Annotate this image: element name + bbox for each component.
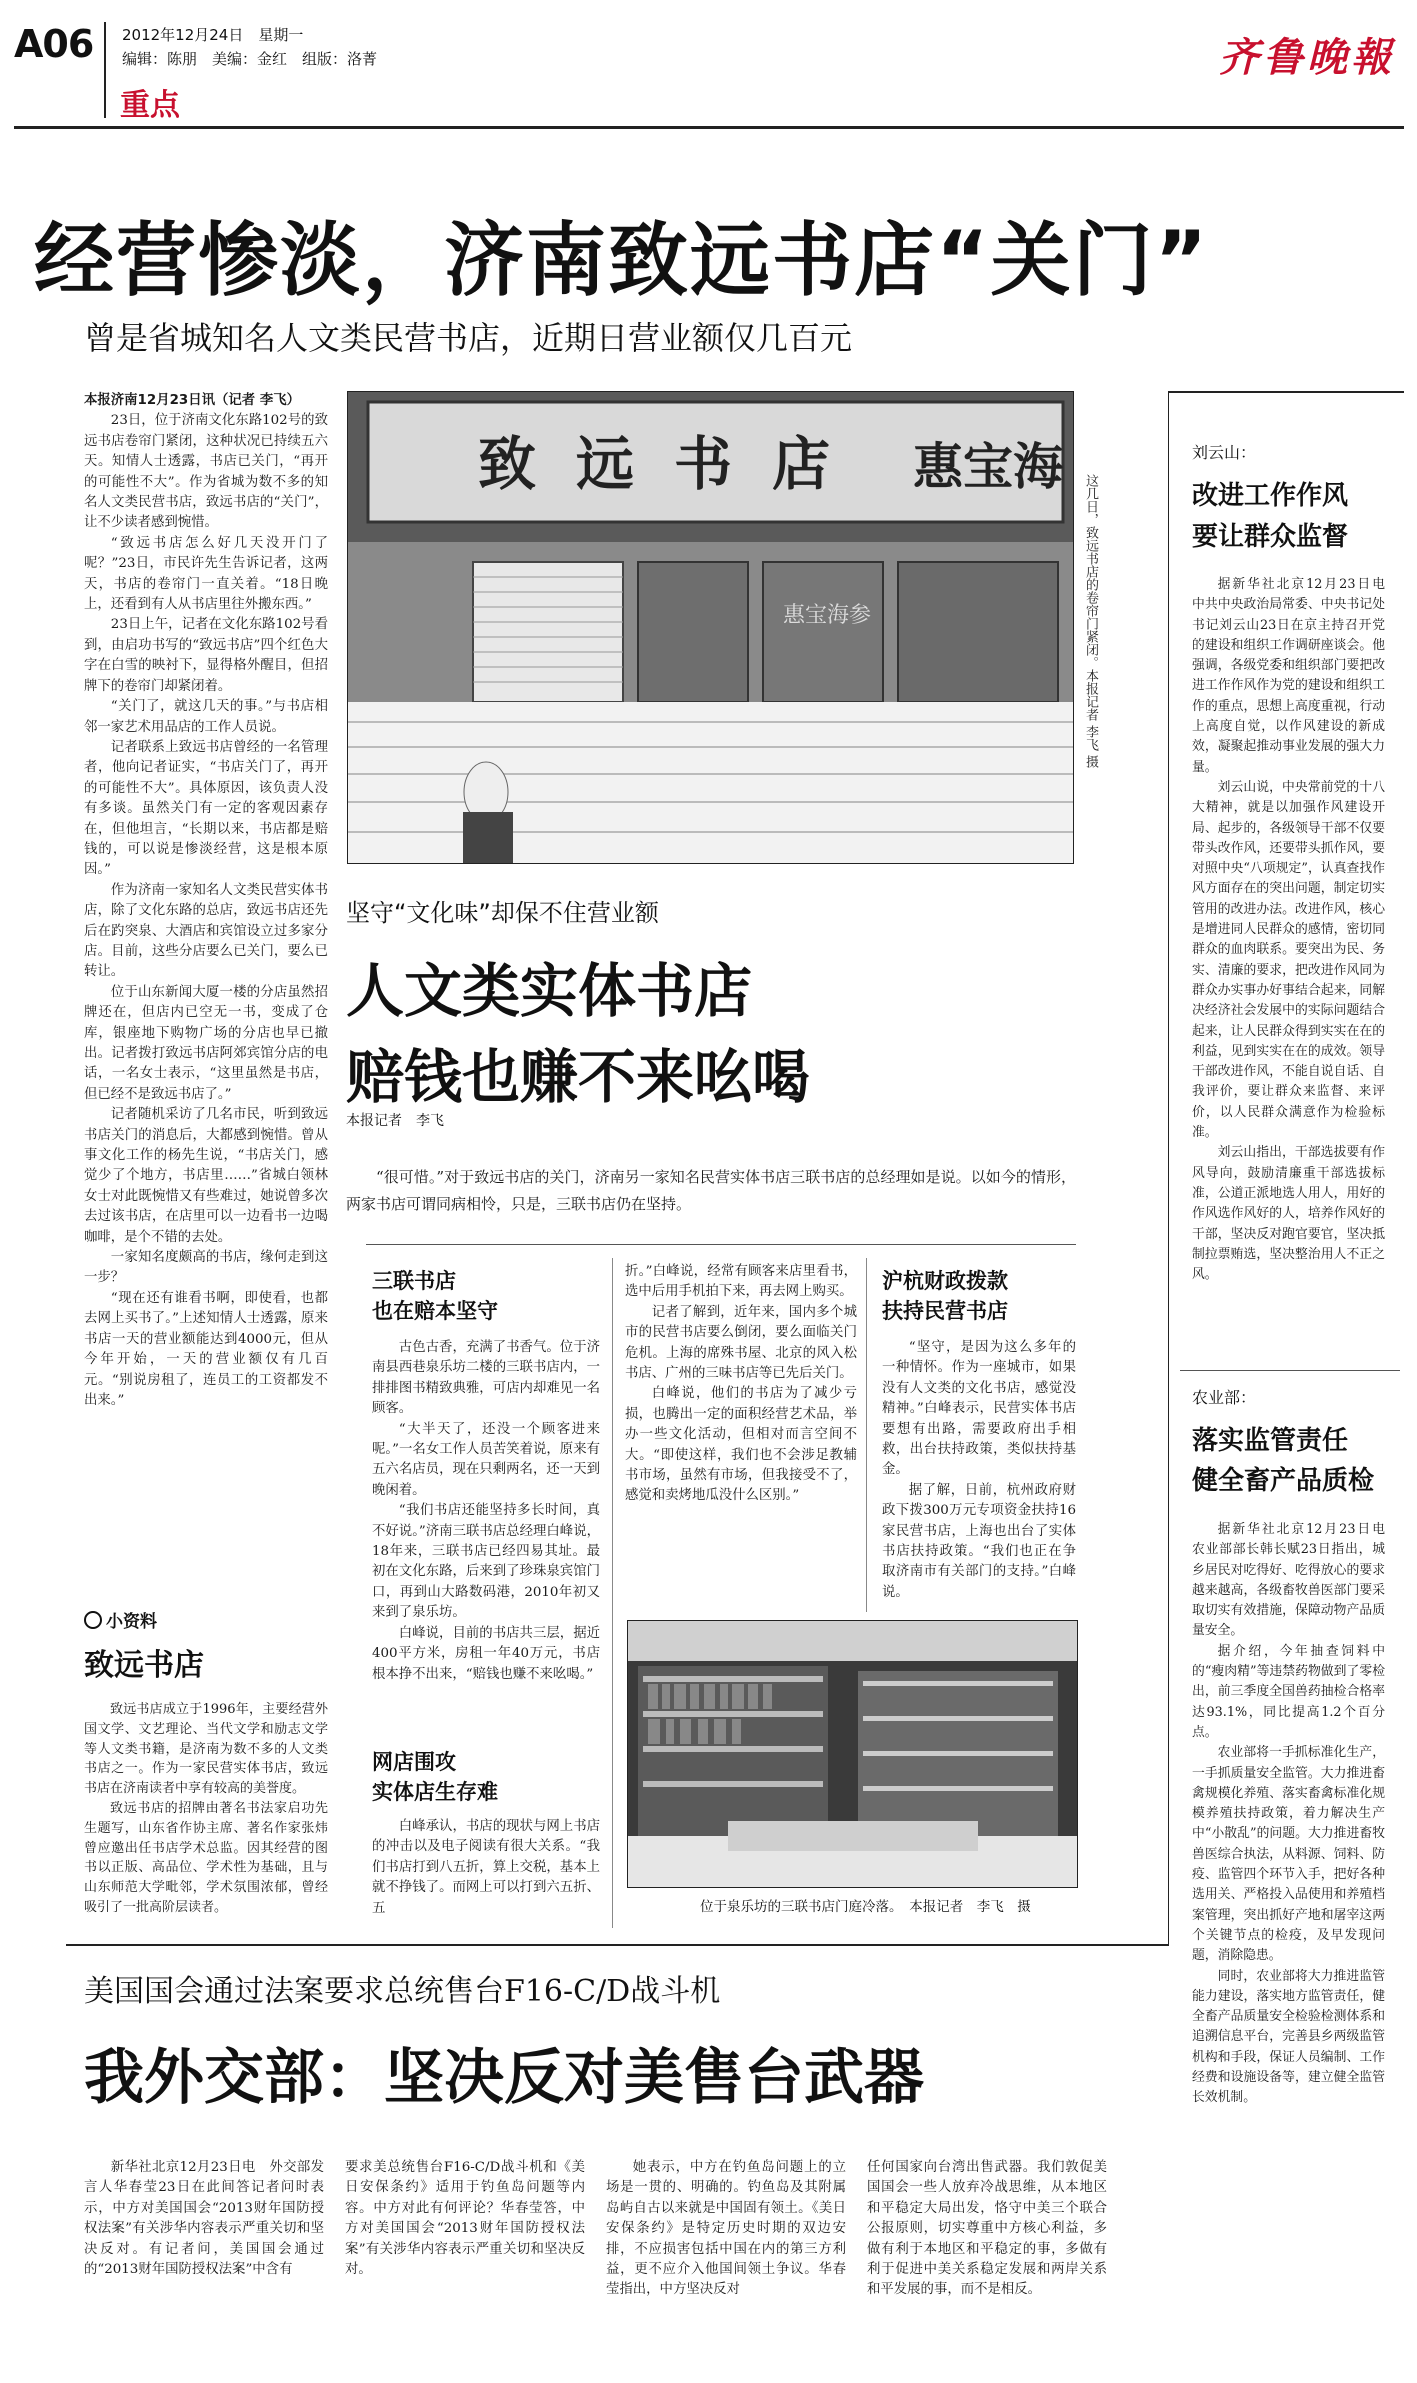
right-col-border xyxy=(1168,391,1169,1946)
lead-dateline: 本报济南12月23日讯（记者 李飞） xyxy=(84,393,301,408)
info-tag-icon xyxy=(84,1611,102,1629)
lead-body-column xyxy=(84,391,328,1596)
feature-paragraph: 据了解，日前，杭州政府财政下拨300万元专项资金扶持16家民营书店，上海也出台了实体书店扶持政策。“我们也正在争取济南市有关部门的支持。”白峰说。 xyxy=(882,1482,1076,1600)
lead-paragraph: 位于山东新闻大厦一楼的分店虽然招牌还在，但店内已空无一书，变成了仓库，银座地下购物广场的分店也早已撤出。记者拨打致远书店阿郊宾馆分店的电话，一名女士表示，“这里虽然是书店，但已经不是致远书店了。” xyxy=(84,984,328,1102)
lead-paragraph: 23日上午，记者在文化东路102号看到，由启功书写的“致远书店”四个红色大字在白雪的映衬下，显得格外醒目，但招牌下的卷帘门却紧闭着。 xyxy=(84,617,328,694)
feature-headline-line1: 人文类实体书店 xyxy=(346,957,753,1025)
feature-col2 xyxy=(625,1262,857,1616)
story1-title-line2: 要让群众监督 xyxy=(1192,522,1349,552)
date-line: 2012年12月24日 星期一 xyxy=(122,26,304,44)
info-tag: 小资料 xyxy=(84,1607,157,1632)
bookshelves-illustration xyxy=(628,1621,1077,1887)
feature-kicker: 坚守“文化味”却保不住营业额 xyxy=(346,899,659,927)
story1-label: 刘云山： xyxy=(1192,443,1257,462)
right-col-mid-rule xyxy=(1180,1370,1400,1371)
info-paragraph: 致远书店的招牌由著名书法家启功先生题写，山东省作协主席、著名作家张炜曾应邀出任书店学术总监。因其经营的图书以正版、高品位、学术性为基础，且与山东师范大学毗邻，学术氛围浓郁，曾经吸引了一批高阶层读者。 xyxy=(84,1800,328,1915)
store-sign-extra: 惠宝海 xyxy=(913,437,1063,496)
lead-paragraph: “现在还有谁看书啊，即使看，也都去网上买书了。”上述知情人士透露，原来书店一天的营业额能达到4000元，但从今年开始，一天的营业额仅有几百元。“别说房租了，连员工的工资都发不出来。” xyxy=(84,1290,328,1408)
feature-paragraph: 白峰承认，书店的现状与网上书店的冲击以及电子阅读有很大关系。“我们书店打到八五折，算上交税，基本上就不挣钱了。而网上可以打到六五折、五 xyxy=(372,1819,600,1916)
lead-subheadline: 曾是省城知名人文类民营书店，近期日营业额仅几百元 xyxy=(84,319,853,357)
story2-paragraph: 同时，农业部将大力推进监管能力建设，落实地方监管责任，健全畜产品质量安全检验检测体系和追溯信息平台，完善县乡两级监管机构和手段，保证人员编制、工作经费和设施设备等，建立健全监管长效机制。 xyxy=(1192,1968,1385,2106)
bottom-col1: 新华社北京12月23日电 外交部发言人华春莹23日在此间答记者问时表示，中方对美国国会“2013财年国防授权法案”有关涉华内容表示严重关切和坚决反对。有记者问，美国国会通过的“2013财年国防授权法案”中含有 xyxy=(84,2160,324,2278)
lead-paragraph: 记者联系上致远书店曾经的一名管理者，他向记者证实，“书店关门了，再开的可能性不大”。具体原因，该负责人没有多谈。虽然关门有一定的客观因素存在，但他坦言，“长期以来，书店都是赔钱的，可以说是惨淡经营，这是根本原因。” xyxy=(84,739,328,878)
story1-paragraph: 刘云山指出，干部选拔要有作风导向，鼓励清廉重干部选拔标准，公道正派地选人用人，用好的作风选作风好的人，培养作风好的干部，坚决反对跑官要官，坚决抵制拉票贿选，坚决整治用人不正之风。 xyxy=(1192,1145,1385,1283)
story2-paragraph: 农业部将一手抓标准化生产，一手抓质量安全监管。大力推进畜禽规模化养殖、落实畜禽标准化规模养殖扶持政策，着力解决生产中“小散乱”的问题。大力推进畜牧兽医综合执法，从料源、饲料、防疫、监管四个环节入手，把好各种选用关、严格投入品使用和养殖档案管理，突出抓好产地和屠宰这两个关键节点的检疫，及早发现问题，消除隐患。 xyxy=(1192,1745,1385,1964)
story1-body xyxy=(1192,575,1398,1365)
paper-name-logo: 齐鲁晚報 xyxy=(1219,34,1395,81)
header-divider xyxy=(104,22,106,118)
subhead-online: 网店围攻 实体店生存难 xyxy=(372,1750,498,1804)
bookstore-front-photo xyxy=(347,391,1074,864)
story2-label: 农业部： xyxy=(1192,1388,1257,1407)
lead-headline: 经营惨淡，济南致远书店“关门” xyxy=(34,214,1210,307)
bottom-kicker: 美国国会通过法案要求总统售台F16-C/D战斗机 xyxy=(84,1974,721,2009)
feature-paragraph: 白峰说，他们的书店为了减少亏损，也腾出一定的面积经营艺术品，举办一些文化活动，但相对而言空间不大。“即使这样，我们也不会涉足教辅书市场，虽然有市场，但我接受不了，感觉和卖烤地瓜没什么区别。” xyxy=(625,1386,857,1504)
feature-paragraph: “大半天了，还没一个顾客进来呢。”一名女工作人员苦笑着说，原来有五六名店员，现在只剩两名，还一天到晚闲着。 xyxy=(372,1421,600,1498)
door-sign-text: 惠宝海参 xyxy=(783,603,872,628)
feature-paragraph: 白峰说，目前的书店共三层，据近400平方米，房租一年40万元，书店根本挣不出来，“赔钱也赚不来吆喝。” xyxy=(372,1625,600,1682)
lead-paragraph: 23日，位于济南文化东路102号的致远书店卷帘门紧闭，这种状况已持续五六天。知情人士透露，书店已关门，“再开的可能性不大”。作为省城为数不多的知名人文类民营书店，致远书店的“关门”，让不少读者感到惋惜。 xyxy=(84,413,328,531)
bottom-col2: 要求美总统售台F16-C/D战斗机和《美日安保条约》适用于钓鱼岛问题等内容。中方对此有何评论？华春莹答，中方对美国国会“2013财年国防授权法案”有关涉华内容表示严重关切和坚决反对。 xyxy=(345,2160,585,2278)
bookstore-front-illustration xyxy=(348,392,1073,863)
lead-paragraph: 一家知名度颇高的书店，缘何走到这一步？ xyxy=(84,1250,328,1286)
story1-title-line1: 改进工作作风 xyxy=(1192,481,1349,511)
feature-col1b xyxy=(372,1817,600,1925)
lead-paragraph: “关门了，就这几天的事。”与书店相邻一家艺术用品店的工作人员说。 xyxy=(84,699,328,735)
bottom-headline: 我外交部：坚决反对美售台武器 xyxy=(84,2043,924,2113)
sanlian-store-photo xyxy=(627,1620,1078,1888)
story2-title-line1: 落实监管责任 xyxy=(1192,1426,1349,1456)
story2-paragraph: 据介绍，今年抽查饲料中的“瘦肉精”等违禁药物做到了零检出，前三季度全国兽药抽检合格率达93.1%，同比提高1.2个百分点。 xyxy=(1192,1643,1385,1740)
feature-headline-line2: 赔钱也赚不来吆喝 xyxy=(346,1043,811,1111)
photo2-caption: 位于泉乐坊的三联书店门庭冷落。 本报记者 李飞 摄 xyxy=(700,1899,1031,1915)
photo1-caption: 这几日，致远书店的卷帘门紧闭。本报记者 李飞 摄 xyxy=(1083,474,1098,769)
right-col-top-rule xyxy=(1168,391,1404,393)
section-label: 重点 xyxy=(120,88,180,123)
lead-paragraph: “致远书店怎么好几天没开门了呢？”23日，市民许先生告诉记者，这两天，书店的卷帘门一直关着。“18日晚上，还看到有人从书店里往外搬东西。” xyxy=(84,535,328,613)
info-paragraph: 致远书店成立于1996年，主要经营外国文学、文艺理论、当代文学和励志文学等人文类书籍，是济南为数不多的人文类书店之一。作为一家民营实体书店，致远书店在济南读者中享有较高的美誉度。 xyxy=(84,1702,328,1797)
page-number: A06 xyxy=(14,22,94,66)
feature-paragraph: “我们书店还能坚持多长时间，真不好说。”济南三联书店总经理白峰说，18年来，三联书店已经四易其址。最初在文化东路，后来到了珍珠泉宾馆门口，再到山大路数码港，2010年初又来到了泉乐坊。 xyxy=(372,1503,600,1621)
story2-title-line2: 健全畜产品质检 xyxy=(1192,1466,1375,1496)
feature-rule xyxy=(366,1244,1076,1245)
subhead-policy: 沪杭财政拨款 扶持民营书店 xyxy=(882,1269,1008,1323)
lead-paragraph: 作为济南一家知名人文类民营实体书店，除了文化东路的总店，致远书店还先后在趵突泉、大酒店和宾馆设立过多家分店。目前，这些分店要么已关门，要么已转让。 xyxy=(84,882,328,980)
feature-paragraph: 折。”白峰说，经常有顾客来店里看书，选中后用手机拍下来，再去网上购买。 xyxy=(625,1264,857,1300)
feature-paragraph: 古色古香，充满了书香气。位于济南县西巷泉乐坊二楼的三联书店内，一排排图书精致典雅，可店内却难见一名顾客。 xyxy=(372,1340,600,1417)
story1-paragraph: 据新华社北京12月23日电 中共中央政治局常委、中央书记处书记刘云山23日在京主持召开党的建设和组织工作调研座谈会。他强调，各级党委和组织部门要把改进工作作风作为党的建设和组织工作的重点，思想上高度重视，行动上高度自觉，以作风建设的新成效，凝聚起推动事业发展的强大力量。 xyxy=(1192,577,1398,775)
feature-col3 xyxy=(882,1338,1076,1618)
feature-paragraph: “坚守，是因为这么多年的一种情怀。作为一座城市，如果没有人文类的文化书店，感觉没精神。”白峰表示，民营实体书店要想有出路，需要政府出手相救，出台扶持政策，类似扶持基金。 xyxy=(882,1340,1076,1478)
lead-paragraph: 记者随机采访了几名市民，听到致远书店关门的消息后，大都感到惋惜。曾从事文化工作的杨先生说，“书店关门，感觉少了个地方，书店里……”省城白领林女士对此既惋惜又有些难过，她说曾多次去过该书店，在店里可以一边看书一边喝咖啡，是个不错的去处。 xyxy=(84,1107,328,1245)
staff-line: 编辑：陈朋 美编：金红 组版：洛菁 xyxy=(122,50,378,68)
col-divider xyxy=(612,1258,613,1928)
col-divider xyxy=(866,1258,867,1612)
subhead-sanlian: 三联书店 也在赔本坚守 xyxy=(372,1269,498,1323)
header-rule xyxy=(14,126,1404,129)
info-title: 致远书店 xyxy=(84,1648,204,1683)
store-sign-text: 致远书店 xyxy=(478,430,871,498)
feature-intro: “很可惜。”对于致远书店的关门，济南另一家知名民营实体书店三联书店的总经理如是说。以如今的情形，两家书店可谓同病相怜，只是，三联书店仍在坚持。 xyxy=(346,1168,1076,1213)
story2-body xyxy=(1192,1520,1398,2365)
feature-col1 xyxy=(372,1338,600,1718)
story1-paragraph: 刘云山说，中央常前党的十八大精神，就是以加强作风建设开局、起步的，各级领导干部不仅要带头改作风，还要带头抓作风，要对照中央“八项规定”，认真查找作风方面存在的突出问题，制定切实管用的改进办法。改进作风，核心是增进同人民群众的感情，密切同群众的血肉联系。要突出为民、务实、清廉的要求，把改进作风同为群众办实事办好事结合起来，同解决经济社会发展中的实际问题结合起来，让人民群众得到实实在在的利益，见到实实在在的成效。领导干部改进作风，不能自说自话、自我评价，要让群众来监督、来评价，以人民群众满意作为检验标准。 xyxy=(1192,779,1385,1141)
feature-paragraph: 记者了解到，近年来，国内多个城市的民营书店要么倒闭，要么面临关门危机。上海的席殊书屋、北京的风入松书店、广州的三味书店等已先后关门。 xyxy=(625,1304,857,1382)
info-body xyxy=(84,1700,328,1932)
bottom-col3: 她表示，中方在钓鱼岛问题上的立场是一贯的、明确的。钓鱼岛及其附属岛屿自古以来就是中国固有领土。《美日安保条约》是特定历史时期的双边安排，不应损害包括中国在内的第三方利益，更不应介入他国间领土争议。华春莹指出，中方坚决反对 xyxy=(606,2160,846,2298)
story2-paragraph: 据新华社北京12月23日电 农业部部长韩长赋23日指出，城乡居民对吃得好、吃得放心的要求越来越高，各级畜牧兽医部门要采取切实有效措施，保障动物产品质量安全。 xyxy=(1192,1522,1398,1639)
bottom-col4: 任何国家向台湾出售武器。我们敦促美国国会一些人放弃冷战思维，从本地区和平稳定大局出发，恪守中美三个联合公报原则，切实尊重中方核心利益，多做有利于本地区和平稳定的事，多做有利于促进中美关系稳定发展和两岸关系和平发展的事，而不是相反。 xyxy=(867,2160,1107,2298)
bottom-story-rule xyxy=(66,1944,1168,1946)
feature-byline: 本报记者 李飞 xyxy=(346,1113,444,1129)
